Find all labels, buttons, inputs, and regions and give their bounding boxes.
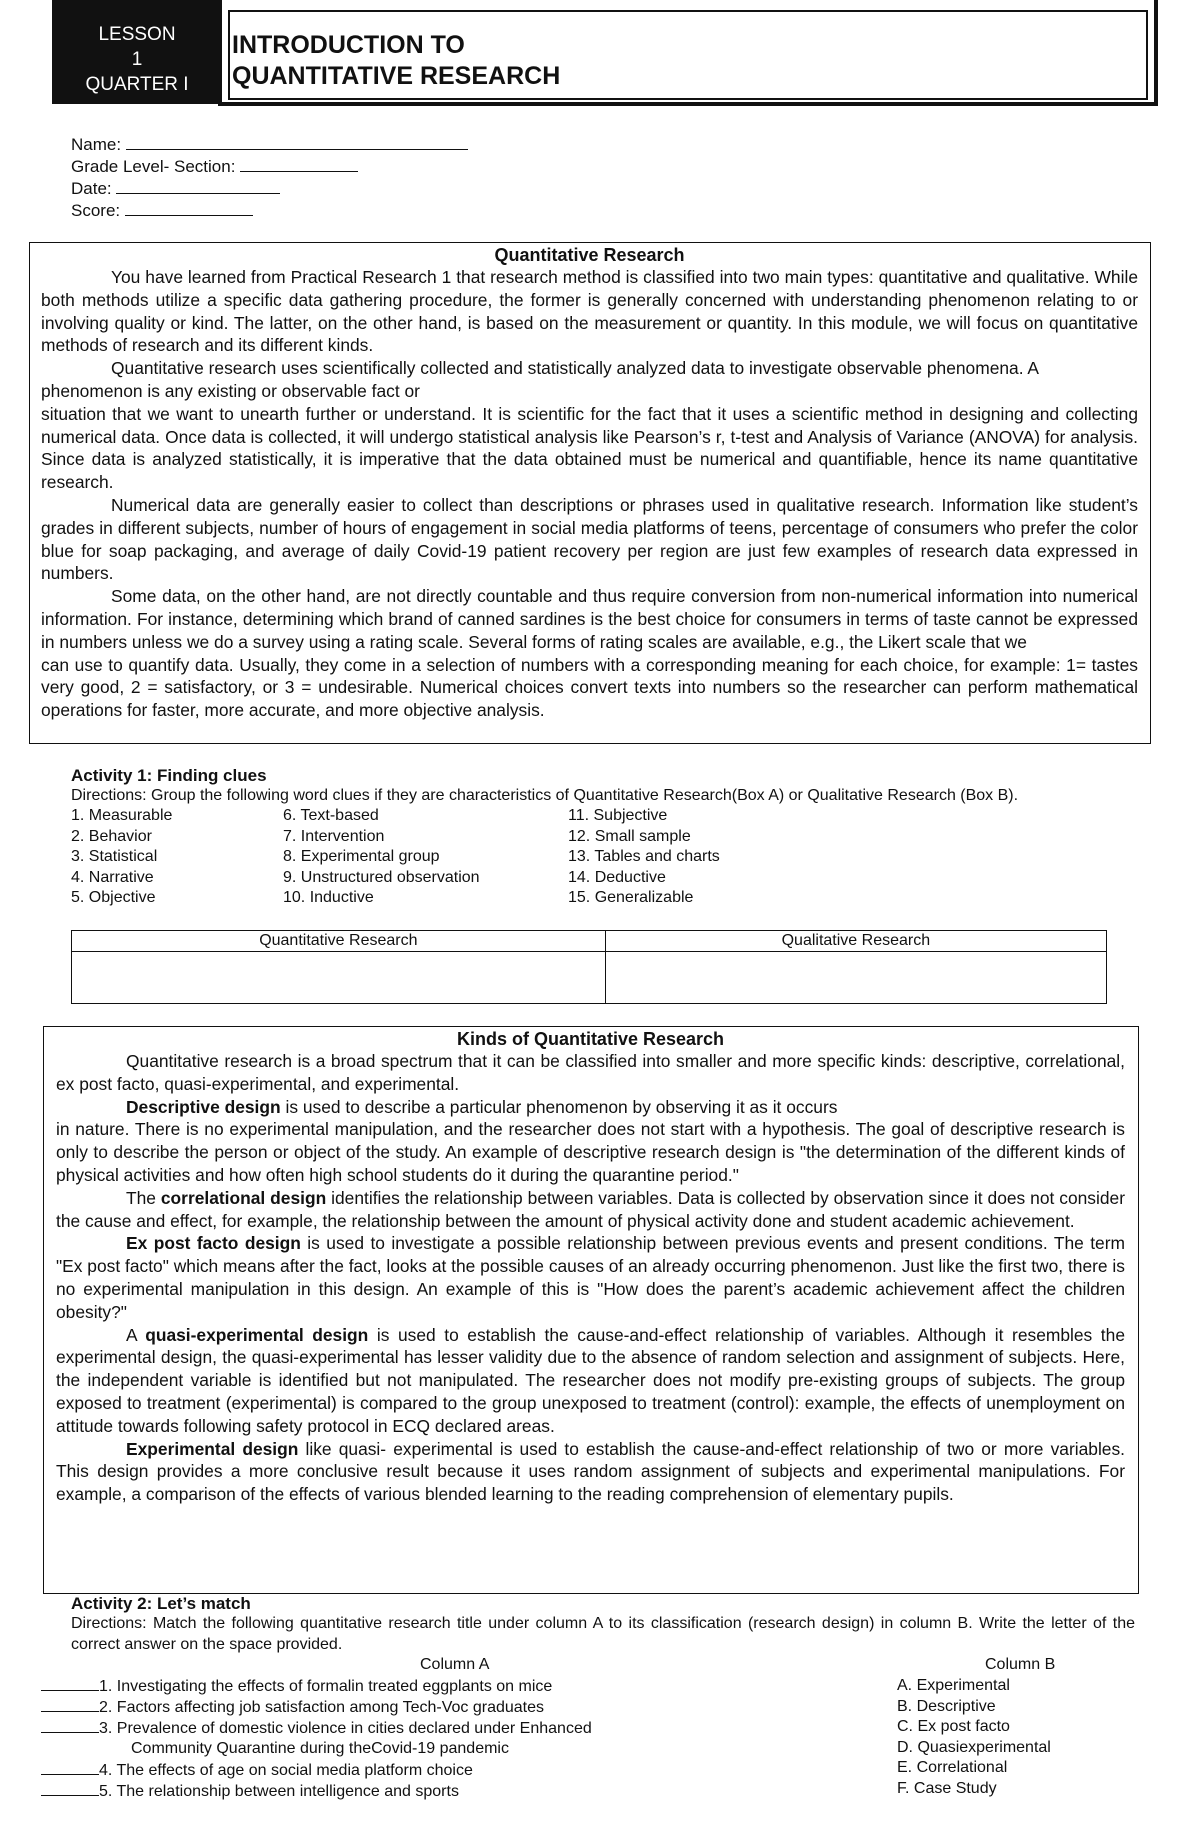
box1-paragraph-2a: Quantitative research uses scientifically collected and statistically analyzed data to investigate observable phenomena. A phenomenon is any existing or observable fact or (41, 358, 1039, 401)
choice-item: B. Descriptive (897, 1697, 996, 1715)
clue-item: 1. Measurable (71, 807, 173, 824)
page-title (232, 30, 560, 92)
experimental-term: Experimental design (126, 1438, 299, 1459)
score-line[interactable] (125, 200, 253, 216)
box2-intro: Quantitative research is a broad spectrum that it can be classified into smaller and more specific kinds: descriptive, correlational, ex post facto, quasi-experimental, and experimental. (56, 1051, 1125, 1094)
box1-paragraph-3: Numerical data are generally easier to collect than descriptions or phrases used in qualitative research. Information like student’s grades in different subjects, number of hours of engagement in social media platforms of teens, percentage of consumers who prefer the color blue for soap packaging, and average of daily Covid-19 patient recovery per region are just few examples of research data expressed in numbers. (41, 494, 1138, 584)
match-item-text: 3. Prevalence of domestic violence in cities declared under Enhanced (99, 1720, 592, 1737)
grade-label: Grade Level- Section: (71, 157, 236, 176)
choice-item: A. Experimental (897, 1677, 1010, 1694)
box1-title: Quantitative Research (494, 245, 685, 265)
descriptive-term: Descriptive design (126, 1096, 281, 1117)
match-item-5 (41, 1781, 459, 1803)
choice-item: E. Correlational (897, 1759, 1008, 1776)
title-line-2: QUANTITATIVE RESEARCH (232, 62, 561, 90)
kinds-of-quantitative-research-box (43, 1026, 1139, 1594)
clue-item: 13. Tables and charts (568, 848, 720, 865)
answer-blank[interactable] (41, 1781, 99, 1796)
answer-blank[interactable] (41, 1676, 99, 1691)
clue-item: 11. Subjective (568, 807, 668, 824)
box-b-answer-cell[interactable] (605, 952, 1106, 1004)
activity2-directions: Directions: Match the following quantitative research title under column A to its classification (research design) in column B. Write the letter of the correct answer on the space provided. (71, 1615, 1135, 1653)
classification-table (71, 930, 1107, 1004)
correlational-term: correlational design (160, 1187, 327, 1208)
clue-item: 14. Deductive (568, 868, 666, 886)
descriptive-paragraph-cont: in nature. There is no experimental manipulation, and the researcher does not start with a hypothesis. The goal of descriptive research is only to describe the person or object of the study. An example of descriptive research design is "the determination of the different kinds of physical activities and how often high school students do it during the quarantine period." (56, 1119, 1125, 1185)
ex-post-facto-term: Ex post facto design (126, 1233, 301, 1254)
choice-item: C. Ex post facto (897, 1718, 1010, 1735)
column-a-header: Column A (420, 1656, 490, 1673)
clue-item: 5. Objective (71, 889, 156, 906)
quarter-label: QUARTER I (85, 74, 189, 95)
clue-item: 15. Generalizable (568, 889, 694, 906)
answer-blank[interactable] (41, 1697, 99, 1712)
clue-item: 9. Unstructured observation (283, 868, 480, 886)
quasi-experimental-term: quasi-experimental design (145, 1324, 369, 1345)
match-item-text: 1. Investigating the effects of formalin treated eggplants on mice (99, 1678, 553, 1695)
activity2-title: Activity 2: Let’s match (71, 1594, 251, 1613)
clue-column-2 (283, 806, 480, 909)
table-header-qualitative: Qualitative Research (605, 931, 1106, 952)
correlational-text: identifies the relationship between variables. Data is collected by observation since it does not consider the cause and effect, for example, the relationship between the amount of physical activity done and student academic achievement. (56, 1187, 1125, 1231)
quasi-experimental-paragraph (56, 1324, 1125, 1438)
box2-title: Kinds of Quantitative Research (456, 1029, 725, 1049)
ex-post-facto-paragraph (56, 1232, 1125, 1323)
activity1-title: Activity 1: Finding clues (71, 766, 267, 785)
choice-list (897, 1676, 1051, 1799)
date-label: Date: (71, 179, 112, 198)
choice-item: F. Case Study (897, 1779, 997, 1797)
descriptive-text: is used to describe a particular phenomenon by observing it as it occurs (280, 1096, 838, 1117)
clue-item: 2. Behavior (71, 827, 152, 845)
clue-item: 12. Small sample (568, 827, 691, 845)
quasi-prefix: A (126, 1324, 146, 1345)
clue-item: 8. Experimental group (283, 848, 440, 865)
name-field[interactable] (71, 134, 468, 156)
lesson-label: LESSON (98, 24, 176, 45)
choice-item: D. Quasiexperimental (897, 1738, 1051, 1756)
ex-post-facto-text: is used to investigate a possible relationship between previous events and present conditions. The term "Ex post facto" which means after the fact, looks at the possible causes of an already occurring phenomenon. Just like the first two, there is no experimental manipulation in this design. An example of this is "How does the parent’s academic achievement affect the children obesity?" (56, 1233, 1125, 1322)
answer-blank[interactable] (41, 1718, 99, 1733)
clue-column-3 (568, 806, 720, 909)
match-item-2 (41, 1697, 544, 1719)
clue-item: 7. Intervention (283, 827, 385, 845)
clue-item: 4. Narrative (71, 868, 154, 886)
quantitative-research-box (29, 242, 1151, 744)
clue-item: 10. Inductive (283, 889, 374, 906)
correlational-paragraph (56, 1187, 1125, 1233)
answer-blank[interactable] (41, 1760, 99, 1775)
descriptive-paragraph (56, 1096, 1125, 1119)
table-header-quantitative: Quantitative Research (72, 931, 606, 952)
name-line[interactable] (126, 134, 468, 150)
lesson-badge (52, 0, 222, 104)
name-label: Name: (71, 135, 122, 154)
activity1-directions: Directions: Group the following word clues if they are characteristics of Quantitative Research(Box A) or Qualitative Research (Box B). (71, 787, 1019, 804)
match-item-3 (41, 1718, 592, 1740)
clue-item: 3. Statistical (71, 848, 158, 865)
box1-paragraph-2b: situation that we want to unearth further or understand. It is scientific for the fact that it uses a scientific method in designing and collecting numerical data. Once data is collected, it will undergo statistical analysis like Pearson’s r, t-test and Analysis of Variance (ANOVA) for analysis. Since data is analyzed statistically, it is imperative that the data obtained must be numerical and quantifiable, hence its name quantitative research. (41, 403, 1138, 493)
lesson-number: 1 (131, 49, 143, 70)
score-field[interactable] (71, 200, 253, 222)
clue-column-1 (71, 806, 172, 909)
match-item-1 (41, 1676, 552, 1698)
box1-paragraph-4b: can use to quantify data. Usually, they come in a selection of numbers with a corresponding meaning for each choice, for example: 1= tastes very good, 2 = satisfactory, or 3 = undesirable. Numerical choices convert texts into numbers so the researcher can perform mathematical operations for faster, more accurate, and more objective analysis. (41, 654, 1138, 721)
box1-paragraph-1: You have learned from Practical Research 1 that research method is classified into two main types: quantitative and qualitative. While both methods utilize a specific data gathering procedure, the former is generally concerned with understanding phenomenon relating to or involving quality or kind. The latter, on the other hand, is based on the measurement or quantity. In this module, we will focus on quantitative methods of research and its different kinds. (41, 267, 1138, 356)
clue-item: 6. Text-based (283, 807, 379, 824)
match-item-text: 2. Factors affecting job satisfaction among Tech-Voc graduates (99, 1699, 544, 1716)
box1-paragraph-4a: Some data, on the other hand, are not directly countable and thus require conversion from non-numerical information into numerical information. For instance, determining which brand of canned sardines is the best choice for consumers in terms of taste cannot be expressed in numbers unless we do a survey using a rating scale. Several forms of rating scales are available, e.g., the Likert scale that we (41, 586, 1138, 652)
box-a-answer-cell[interactable] (72, 952, 606, 1004)
grade-field[interactable] (71, 156, 358, 178)
title-line-1: INTRODUCTION TO (232, 31, 465, 59)
date-field[interactable] (71, 178, 280, 200)
score-label: Score: (71, 201, 121, 220)
match-item-4 (41, 1760, 473, 1782)
column-b-header: Column B (985, 1656, 1056, 1673)
grade-line[interactable] (240, 156, 358, 172)
match-item-3-cont: Community Quarantine during theCovid-19 pandemic (131, 1740, 509, 1757)
match-item-text: 5. The relationship between intelligence and sports (99, 1783, 459, 1800)
experimental-text: like quasi- experimental is used to establish the cause-and-effect relationship of two or more variables. This design provides a more conclusive result because it uses random assignment of subjects and experimental manipulations. For example, a comparison of the effects of various blended learning to the reading comprehension of elementary pupils. (56, 1438, 1126, 1505)
match-item-text: 4. The effects of age on social media platform choice (99, 1762, 473, 1779)
date-line[interactable] (116, 178, 280, 194)
experimental-paragraph (56, 1438, 1125, 1506)
correlational-prefix: The (126, 1187, 161, 1208)
quasi-experimental-text: is used to establish the cause-and-effect relationship of variables. Although it resembles the experimental design, the quasi-experimental has lesser validity due to the absence of random selection and assignment of subjects. Here, the independent variable is identified but not manipulated. The researcher does not modify pre-existing groups of subjects. The group exposed to treatment (experimental) is compared to the group unexposed to treatment (control): example, the effects of unemployment on attitude towards following safety protocol in ECQ declared areas. (56, 1324, 1125, 1436)
